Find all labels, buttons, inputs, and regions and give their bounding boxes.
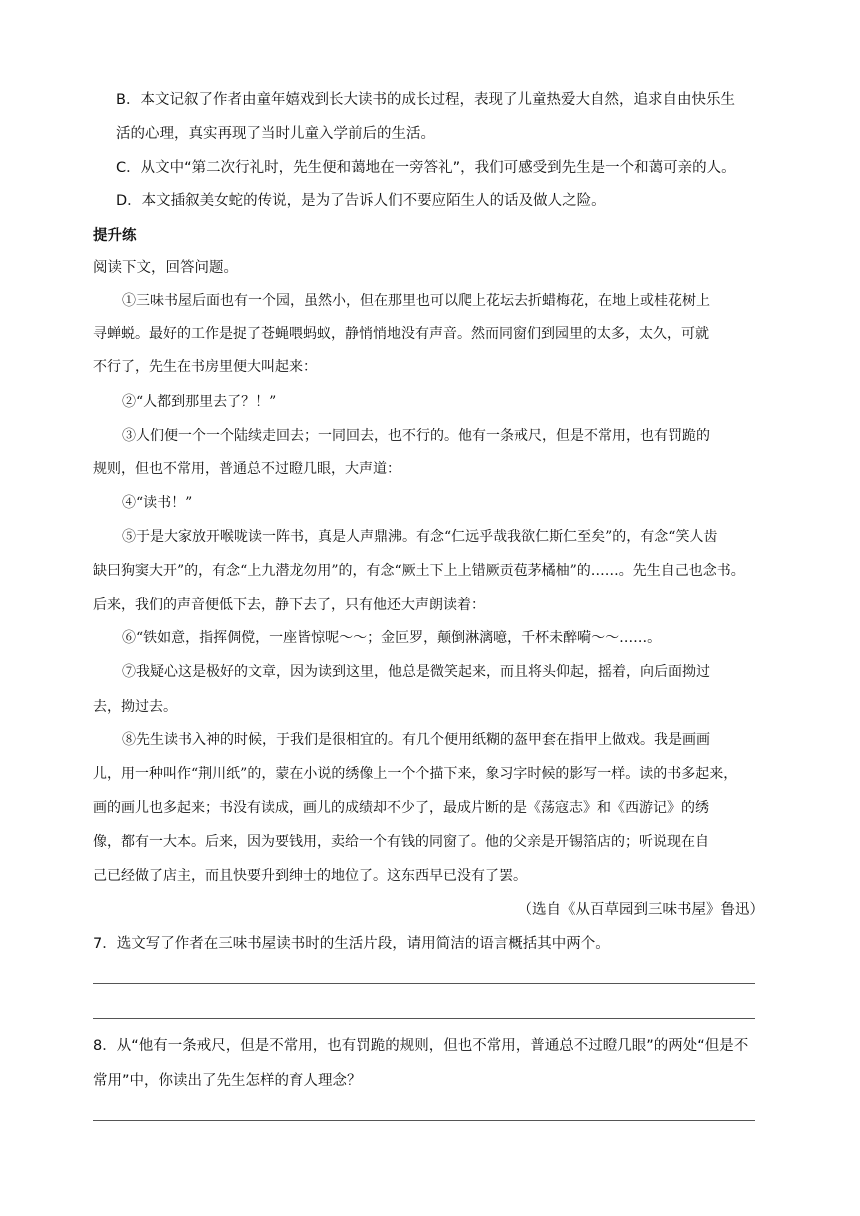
passage-p6: ⑥“铁如意，指挥倜傥，一座皆惊呢～～；金叵罗，颠倒淋漓噫，千杯未醉嗬～～……。 xyxy=(122,630,662,646)
passage-p8-line-2: 儿，用一种叫作“荆川纸”的，蒙在小说的绣像上一个个描下来，象习字时候的影写一样。读的书多起来， xyxy=(93,766,738,782)
passage-p1-line-3: 不行了，先生在书房里便大叫起来： xyxy=(93,359,317,375)
option-c: C．从文中“第二次行礼时，先生便和蔼地在一旁答礼”，我们可感受到先生是一个和蔼可亲的人。 xyxy=(116,160,736,176)
passage-p1-line-1: ①三味书屋后面也有一个园，虽然小，但在那里也可以爬上花坛去折蜡梅花，在地上或桂花树上 xyxy=(122,293,710,309)
passage-p5-line-1: ⑤于是大家放开喉咙读一阵书，真是人声鼎沸。有念“仁远乎哉我欲仁斯仁至矣”的，有念“笑人齿 xyxy=(122,529,718,545)
option-b-line-2: 活的心理，真实再现了当时儿童入学前后的生活。 xyxy=(116,126,435,142)
passage-p8-line-5: 己已经做了店主，而且快要升到绅士的地位了。这东西早已没有了罢。 xyxy=(93,868,527,884)
passage-p8-line-1: ⑧先生读书入神的时候，于我们是很相宜的。有几个便用纸糊的盔甲套在指甲上做戏。我是画画 xyxy=(122,732,710,748)
passage-p5-line-2: 缺曰狗窦大开”的，有念“上九潜龙勿用”的，有念“厥土下上上错厥贡苞茅橘柚”的……。先生自己也念书。 xyxy=(93,563,745,579)
passage-p3-line-1: ③人们便一个一个陆续走回去；一同回去，也不行的。他有一条戒尺，但是不常用，也有罚跪的 xyxy=(122,428,710,444)
passage-source: （选自《从百草园到三味书屋》鲁迅） xyxy=(517,902,764,918)
question-8-line-1: 8．从“他有一条戒尺，但是不常用，也有罚跪的规则，但也不常用，普通总不过瞪几眼”的两处“但是不 xyxy=(93,1038,749,1054)
question-7: 7．选文写了作者在三味书屋读书时的生活片段，请用简洁的语言概括其中两个。 xyxy=(93,936,610,952)
option-d: D．本文插叙美女蛇的传说，是为了告诉人们不要应陌生人的话及做人之险。 xyxy=(116,193,606,209)
passage-p3-line-2: 规则，但也不常用，普通总不过瞪几眼，大声道： xyxy=(93,461,401,477)
answer-line-q7-2[interactable] xyxy=(93,1018,755,1019)
passage-p2: ②“人都到那里去了？！” xyxy=(122,394,277,410)
passage-p7-line-1: ⑦我疑心这是极好的文章，因为读到这里，他总是微笑起来，而且将头仰起，摇着，向后面拗过 xyxy=(122,664,710,680)
passage-p4: ④“读书！” xyxy=(122,495,193,511)
passage-p5-line-3: 后来，我们的声音便低下去，静下去了，只有他还大声朗读着： xyxy=(93,597,485,613)
passage-p8-line-4: 像，都有一大本。后来，因为要钱用，卖给一个有钱的同窗了。他的父亲是开锡箔店的；听说现在自 xyxy=(93,834,709,850)
option-b-line-1: B．本文记叙了作者由童年嬉戏到长大读书的成长过程，表现了儿童热爱大自然，追求自由快乐生 xyxy=(116,92,735,108)
section-heading: 提升练 xyxy=(93,228,137,244)
question-8-line-2: 常用”中，你读出了先生怎样的育人理念？ xyxy=(93,1073,362,1089)
answer-line-q8-1[interactable] xyxy=(93,1120,755,1121)
answer-line-q7-1[interactable] xyxy=(93,983,755,984)
passage-p8-line-3: 画的画儿也多起来；书没有读成，画儿的成绩却不少了，最成片断的是《荡寇志》和《西游记》的绣 xyxy=(93,800,709,816)
passage-p7-line-2: 去，拗过去。 xyxy=(93,699,177,715)
passage-p1-line-2: 寻蝉蜕。最好的工作是捉了苍蝇喂蚂蚁，静悄悄地没有声音。然而同窗们到园里的太多，太久，可就 xyxy=(93,326,709,342)
section-instruction: 阅读下文，回答问题。 xyxy=(93,260,238,276)
